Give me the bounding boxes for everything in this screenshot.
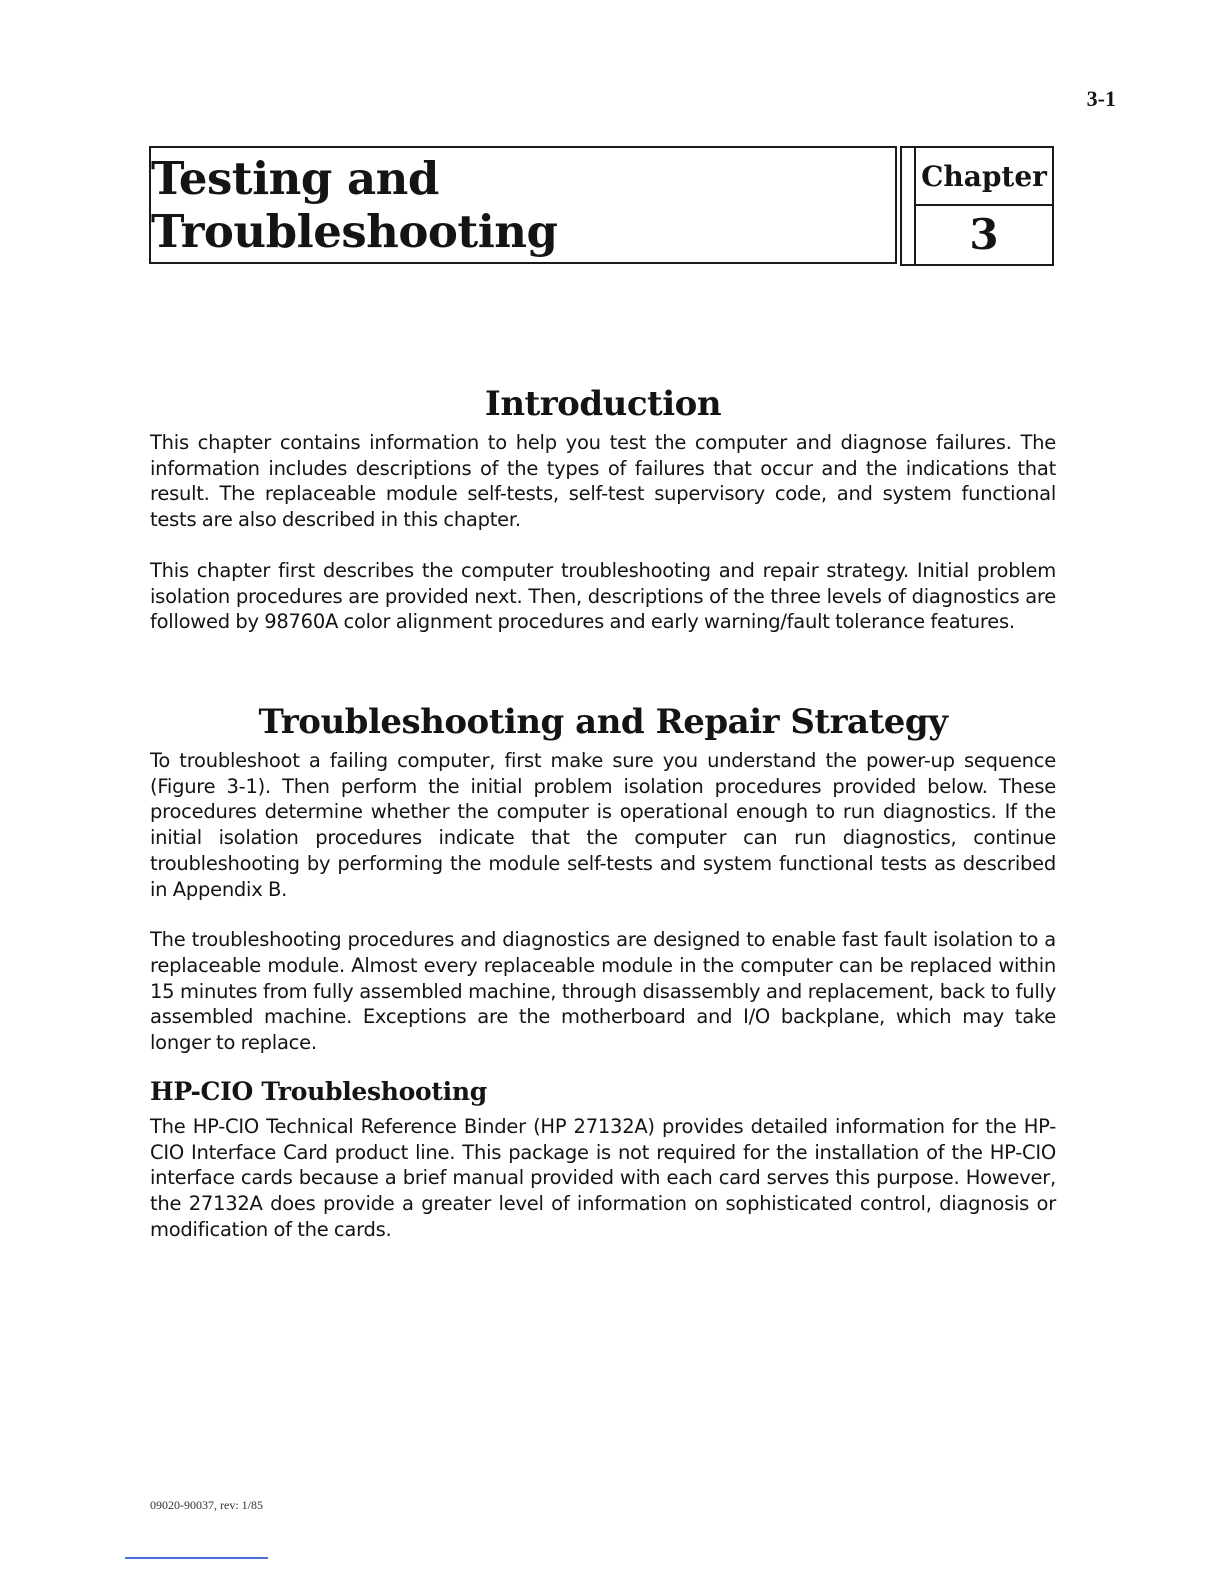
footer-rule — [125, 1557, 268, 1559]
introduction-paragraph-1: This chapter contains information to help you test the computer and diagnose failures. The information includes descriptions of the types of failures that occur and the indications that result. The replaceable module self-tests, self-test supervisory code, and system functional tests are also described in this chapter. — [150, 431, 1056, 532]
hpcio-paragraph-1: The HP-CIO Technical Reference Binder (HP 27132A) provides detailed information for the HP-CIO Interface Card product line. This package is not required for the installation of the HP-CIO interface cards because a brief manual provided with each card serves this purpose. However, the 27132A does provide a greater level of information on sophisticated control, diagnosis or modification of the cards. — [150, 1115, 1056, 1241]
strategy-heading: Troubleshooting and Repair Strategy — [258, 702, 948, 742]
hpcio-heading: HP-CIO Troubleshooting — [150, 1077, 487, 1106]
strategy-paragraph-2: The troubleshooting procedures and diagnostics are designed to enable fast fault isolation to a replaceable module. Almost every replaceable module in the computer can be replaced within 15 minutes from fully assembled machine, through disassembly and replacement, back to fully assembled machine. Exceptions are the motherboard and I/O backplane, which may take longer to replace. — [150, 928, 1056, 1055]
hpcio-section — [150, 1076, 1056, 1243]
page-number: 3-1 — [1086, 86, 1116, 111]
introduction-section — [150, 384, 1056, 635]
introduction-heading: Introduction — [484, 384, 722, 424]
chapter-title-box — [149, 146, 897, 264]
chapter-number: 3 — [969, 209, 999, 259]
chapter-label: Chapter — [916, 148, 1052, 206]
strategy-paragraph-1: To troubleshoot a failing computer, first make sure you understand the power-up sequence (Figure 3-1). Then perform the initial problem isolation procedures provided below. These procedures determine whether the computer is operational enough to run diagnostics. If the initial isolation procedures indicate that the computer can run diagnostics, continue troubleshooting by performing the module self-tests and system functional tests as described in Appendix B. — [150, 749, 1056, 901]
strategy-section — [150, 702, 1056, 1056]
introduction-paragraph-2: This chapter first describes the computer troubleshooting and repair strategy. Initial problem isolation procedures are provided next. Then, descriptions of the three levels of diagnostics are followed by 98760A color alignment procedures and early warning/fault tolerance features. — [150, 558, 1056, 634]
document-code: 09020-90037, rev: 1/85 — [150, 1498, 263, 1512]
chapter-badge — [900, 146, 1054, 266]
chapter-badge-inner — [914, 148, 1052, 264]
chapter-title: Testing and Troubleshooting — [151, 152, 558, 258]
